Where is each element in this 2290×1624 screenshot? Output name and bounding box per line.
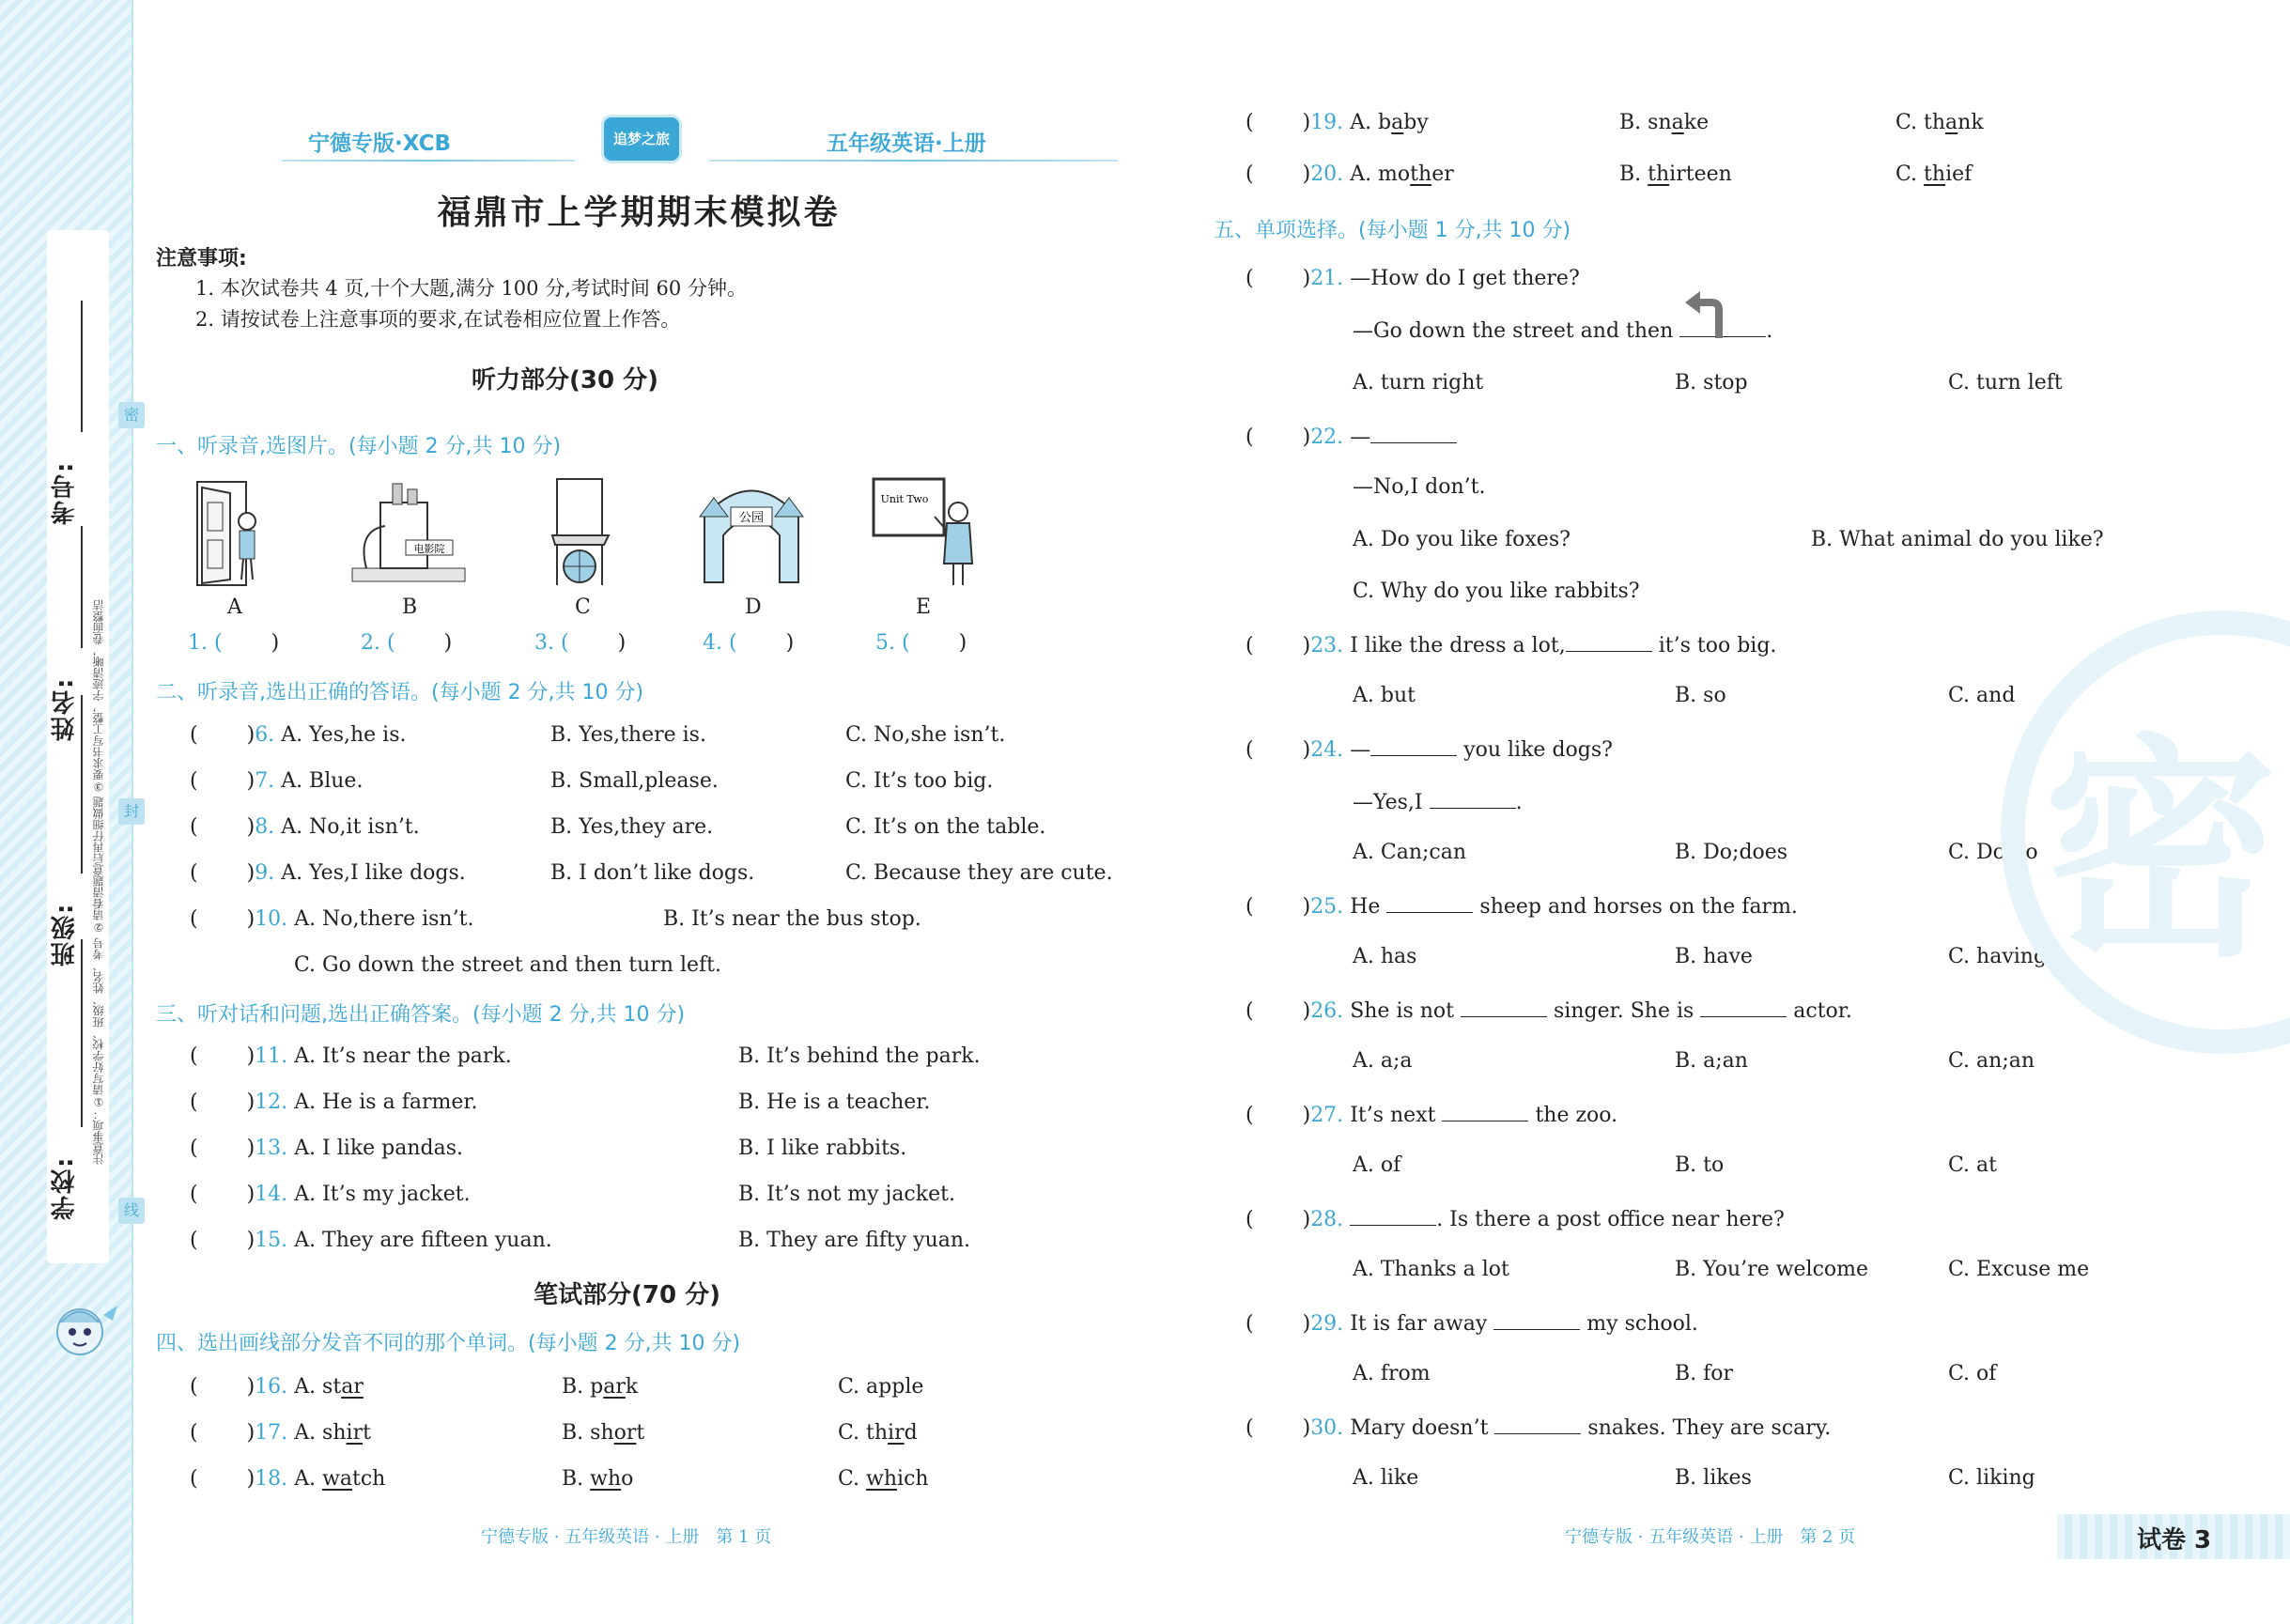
question-29: ( )29. It is far away my school. [1246, 1312, 1698, 1336]
school-label: 学校: [51, 1155, 79, 1221]
page-title: 福鼎市上学期期末模拟卷 [437, 193, 841, 232]
question-9: ( )9. A. Yes,I like dogs. [190, 861, 466, 885]
picture-label-a: A [227, 595, 242, 619]
question-28: ( )28. . Is there a post office near here? [1246, 1208, 1785, 1231]
question-19: ( )19. A. baby [1246, 111, 1429, 134]
question-29-option-c: C. of [1948, 1362, 1997, 1385]
grade-subject-label: 五年级英语·上册 [827, 131, 986, 156]
name-label: 姓名: [51, 676, 79, 742]
seal-watermark-char: 密 [2043, 715, 2278, 988]
question-6-option-b: B. Yes,there is. [550, 723, 706, 747]
paper-tag: 试卷 3 [2137, 1526, 2212, 1554]
section-3-heading: 三、听对话和问题,选出正确答案。(每小题 2 分,共 10 分) [156, 1003, 686, 1027]
question-18-option-c: C. which [838, 1467, 929, 1491]
question-10: ( )10. A. No,there isn’t. [190, 907, 474, 931]
cinema-sign-text: 电影院 [413, 543, 445, 555]
seal-tag-xian: 线 [118, 1198, 145, 1224]
question-17-option-b: B. short [562, 1421, 645, 1445]
question-11: ( )11. A. It’s near the park. [190, 1044, 512, 1068]
question-26-option-a: A. a;a [1353, 1049, 1413, 1073]
question-25-option-a: A. has [1353, 945, 1417, 968]
seal-tag-mi: 密 [118, 402, 145, 428]
question-11-option-b: B. It’s behind the park. [738, 1044, 981, 1068]
question-17-option-c: C. third [838, 1421, 918, 1445]
note-item-2: 2. 请按试卷上注意事项的要求,在试卷相应位置上作答。 [195, 308, 681, 331]
question-22: ( )22. — [1246, 424, 1457, 449]
question-22-line-2: —No,I don’t. [1353, 475, 1486, 499]
question-29-option-b: B. for [1675, 1362, 1734, 1385]
question-16-option-b: B. park [562, 1375, 639, 1399]
question-19-option-c: C. thank [1895, 111, 1984, 134]
question-14-option-b: B. It’s not my jacket. [738, 1183, 955, 1206]
question-8-option-c: C. It’s on the table. [845, 815, 1046, 839]
question-24-option-c: C. Do;do [1948, 841, 2038, 864]
picture-label-d: D [745, 595, 762, 619]
question-18: ( )18. A. watch [190, 1467, 386, 1491]
question-16-option-c: C. apple [838, 1375, 924, 1399]
question-13-option-b: B. I like rabbits. [738, 1137, 907, 1160]
question-12-option-b: B. He is a teacher. [738, 1090, 931, 1114]
question-21-option-a: A. turn right [1353, 371, 1484, 394]
question-14: ( )14. A. It’s my jacket. [190, 1183, 471, 1206]
question-6: ( )6. A. Yes,he is. [190, 723, 407, 747]
question-23: ( )23. I like the dress a lot, it’s too big. [1246, 634, 1777, 657]
question-24-option-a: A. Can;can [1353, 841, 1467, 864]
picture-e-blackboard-icon [869, 474, 977, 587]
header-rule-right [709, 160, 1118, 162]
question-28-option-b: B. You’re welcome [1675, 1258, 1869, 1281]
header-rule-left [282, 160, 575, 162]
picture-a-door-icon [193, 474, 277, 587]
question-24-line-2: —Yes,I . [1353, 791, 1523, 814]
turn-left-arrow-icon [1681, 291, 1734, 340]
question-7: ( )7. A. Blue. [190, 769, 364, 793]
picture-d-park-gate-icon [695, 470, 808, 587]
question-29-option-a: A. from [1353, 1362, 1431, 1385]
answer-slot-2[interactable]: 2. ( ) [361, 631, 453, 655]
writing-part-title: 笔试部分(70 分) [534, 1281, 720, 1309]
question-15: ( )15. A. They are fifteen yuan. [190, 1229, 552, 1252]
picture-label-b: B [402, 595, 418, 619]
question-30-option-c: C. liking [1948, 1466, 2035, 1490]
question-30: ( )30. Mary doesn’t snakes. They are scary. [1246, 1416, 1832, 1440]
question-28-option-c: C. Excuse me [1948, 1258, 2090, 1281]
class-label: 班级: [51, 902, 79, 967]
question-10-option-b: B. It’s near the bus stop. [663, 907, 921, 931]
mascot-icon [38, 1296, 122, 1371]
question-24: ( )24. — you like dogs? [1246, 738, 1613, 762]
question-7-option-b: B. Small,please. [550, 769, 719, 793]
footer-page-2: 宁德专版 · 五年级英语 · 上册 第 2 页 [1565, 1527, 1856, 1547]
question-27-option-a: A. of [1353, 1153, 1401, 1177]
note-item-1: 1. 本次试卷共 4 页,十个大题,满分 100 分,考试时间 60 分钟。 [195, 277, 747, 300]
question-10-option-c: C. Go down the street and then turn left. [294, 953, 721, 977]
question-25-option-b: B. have [1675, 945, 1753, 968]
question-25-option-c: C. having [1948, 945, 2048, 968]
answer-slot-1[interactable]: 1. ( ) [188, 631, 280, 655]
picture-label-c: C [575, 595, 591, 619]
picture-b-cinema-icon [348, 474, 470, 587]
question-23-option-a: A. but [1353, 684, 1416, 707]
binding-notice: 注意事项：①请写好学校、班级、姓名、考号 ②请看清题意后再仔细做题 ③要求书写工整，字迹清晰，卷面整洁 [92, 599, 105, 1165]
exam-no-field[interactable] [81, 301, 83, 432]
question-21-line-2: —Go down the street and then . [1353, 319, 1773, 343]
question-13: ( )13. A. I like pandas. [190, 1137, 464, 1160]
question-30-option-b: B. likes [1675, 1466, 1752, 1490]
question-26-option-b: B. a;an [1675, 1049, 1748, 1073]
question-9-option-c: C. Because they are cute. [845, 861, 1113, 885]
footer-page-1: 宁德专版 · 五年级英语 · 上册 第 1 页 [481, 1527, 772, 1547]
question-22-option-c: C. Why do you like rabbits? [1353, 580, 1640, 603]
question-8: ( )8. A. No,it isn’t. [190, 815, 420, 839]
park-sign-text: 公园 [738, 511, 765, 525]
question-23-option-b: B. so [1675, 684, 1726, 707]
question-18-option-b: B. who [562, 1467, 634, 1491]
section-2-heading: 二、听录音,选出正确的答语。(每小题 2 分,共 10 分) [156, 681, 644, 704]
exam-no-label: 考号: [51, 460, 79, 526]
question-21: ( )21. —How do I get there? [1246, 267, 1580, 290]
question-8-option-b: B. Yes,they are. [550, 815, 714, 839]
question-6-option-c: C. No,she isn’t. [845, 723, 1006, 747]
question-28-option-a: A. Thanks a lot [1353, 1258, 1509, 1281]
question-27: ( )27. It’s next the zoo. [1246, 1104, 1618, 1127]
question-17: ( )17. A. shirt [190, 1421, 371, 1445]
question-26: ( )26. She is not singer. She is actor. [1246, 999, 1852, 1023]
question-7-option-c: C. It’s too big. [845, 769, 994, 793]
notes-heading: 注意事项: [156, 247, 247, 271]
question-15-option-b: B. They are fifty yuan. [738, 1229, 971, 1252]
edition-label: 宁德专版·XCB [308, 131, 452, 156]
answer-slot-4[interactable]: 4. ( ) [703, 631, 795, 655]
section-5-heading: 五、单项选择。(每小题 1 分,共 10 分) [1214, 219, 1571, 242]
question-19-option-b: B. snake [1619, 111, 1710, 134]
section-4-heading: 四、选出画线部分发音不同的那个单词。(每小题 2 分,共 10 分) [156, 1332, 741, 1355]
question-20: ( )20. A. mother [1246, 162, 1454, 186]
question-23-option-c: C. and [1948, 684, 2016, 707]
question-21-option-c: C. turn left [1948, 371, 2063, 394]
question-9-option-b: B. I don’t like dogs. [550, 861, 755, 885]
question-22-option-a: A. Do you like foxes? [1353, 528, 1571, 551]
question-16: ( )16. A. star [190, 1375, 364, 1399]
question-21-option-b: B. stop [1675, 371, 1748, 394]
picture-c-chair-ball-icon [548, 474, 618, 587]
answer-slot-5[interactable]: 5. ( ) [875, 631, 967, 655]
series-logo: 追梦之旅 [604, 117, 679, 161]
question-30-option-a: A. like [1353, 1466, 1419, 1490]
question-20-option-c: C. thief [1895, 162, 1973, 186]
question-25: ( )25. He sheep and horses on the farm. [1246, 895, 1798, 919]
picture-label-e: E [916, 595, 932, 619]
board-text: Unit Two [880, 493, 929, 505]
seal-tag-feng: 封 [118, 798, 145, 825]
question-12: ( )12. A. He is a farmer. [190, 1090, 478, 1114]
question-20-option-b: B. thirteen [1619, 162, 1732, 186]
answer-slot-3[interactable]: 3. ( ) [534, 631, 627, 655]
question-24-option-b: B. Do;does [1675, 841, 1788, 864]
question-26-option-c: C. an;an [1948, 1049, 2035, 1073]
question-27-option-c: C. at [1948, 1153, 1997, 1177]
section-1-heading: 一、听录音,选图片。(每小题 2 分,共 10 分) [156, 435, 562, 458]
question-22-option-b: B. What animal do you like? [1811, 528, 2104, 551]
listening-part-title: 听力部分(30 分) [472, 366, 658, 394]
question-27-option-b: B. to [1675, 1153, 1725, 1177]
